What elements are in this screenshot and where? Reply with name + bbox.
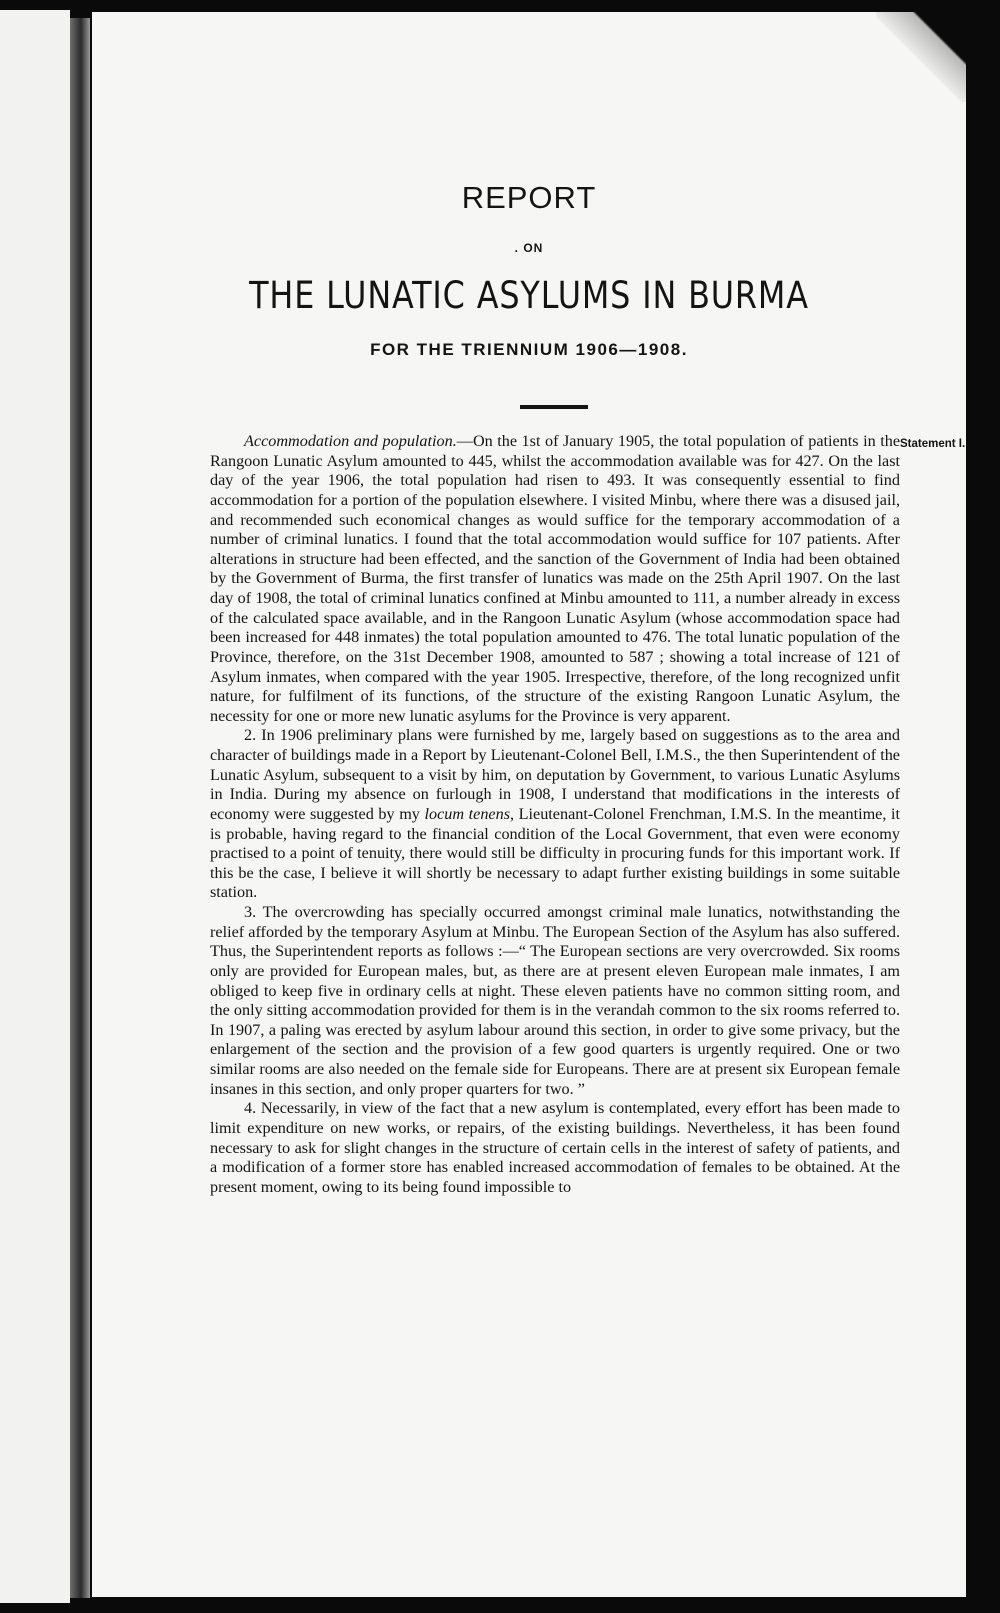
paragraph-3: 3. The overcrowding has specially occurred amongst criminal male lunatics, notwithstanding the relief afforded by the temporary Asylum at Minbu. The European Section of the Asylum has also suffered. Thus, the Superintendent reports as follows :—“ The European sections are very overcrowded. Six rooms only are provided for European males, but, as there are at present eleven European male inmates, I am obliged to keep five in ordinary cells at night. These eleven patients have no common sitting room, and the only sitting accommodation provided for them is in the verandah common to the six rooms referred to. In 1907, a paling was erected by asylum labour around this section, in order to give some privacy, but the enlargement of the section and the provision of a few good quarters is urgently required. One or two similar rooms are also needed on the female side for Europeans. There are at present six European female insanes in this section, and only proper quarters for two. ”	[210, 903, 900, 1098]
paragraph-2-text-b: , Lieutenant-Colonel Frenchman, I.M.S. In the meantime, it is probable, having regard to the financial condition of the Local Government, that even were economy practised to a point of tenuity, there would still be difficulty in procuring funds for this important work. If this be the case, I believe it will shortly be necessary to adapt further existing buildings in some suitable station.	[210, 804, 900, 902]
paragraph-2	[210, 726, 900, 903]
document-subtitle: FOR THE TRIENNIUM 1906—1908.	[370, 340, 688, 359]
paragraph-2-italic: locum tenens	[424, 804, 510, 823]
facing-page	[0, 10, 70, 1603]
book-gutter	[70, 18, 90, 1598]
on-heading: . ON	[514, 241, 544, 255]
paragraph-2-text-a: 2. In 1906 preliminary plans were furnished by me, largely based on suggestions as to the area and character of buildings made in a Report by Lieutenant-Colonel Bell, I.M.S., the then Superintendent of the Lunatic Asylum, subsequent to a visit by him, on deputation by Government, to various Lunatic Asylums in India. During my absence on furlough in 1908, I understand that modifications in the interests of economy were suggested by my	[210, 726, 900, 823]
paragraph-4: 4. Necessarily, in view of the fact that a new asylum is contemplated, every effort has been made to limit expenditure on new works, or repairs, of the existing buildings. Nevertheless, it has been found necessary to ask for slight changes in the structure of certain cells in the interest of safety of patients, and a modification of a former store has enabled increased accommodation of females to be obtained. At the present moment, owing to its being found impossible to	[210, 1099, 900, 1196]
paragraph-lead-in: Accommodation and population.	[244, 432, 457, 450]
margin-note: Statement I.	[900, 438, 966, 450]
title-rule	[520, 405, 588, 409]
folded-corner	[876, 12, 966, 102]
body-text	[210, 432, 900, 1197]
document-title: THE LUNATIC ASYLUMS IN BURMA	[249, 274, 809, 317]
report-heading: REPORT	[461, 180, 597, 215]
document-page	[92, 12, 966, 1597]
paragraph-1-text: —On the 1st of January 1905, the total population of patients in the Rangoon Lunatic Asylum amounted to 445, whilst the accommodation available was for 427. On the last day of the year 1906, the total population had risen to 493. It was consequently essential to find accommodation for a portion of the population elsewhere. I visited Minbu, where there was a disused jail, and recommended such economical changes as would suffice for the temporary accommodation of a number of criminal lunatics. I found that the total accommodation would suffice for 107 patients. After alterations in structure had been effected, and the sanction of the Government of India had been obtained by the Government of Burma, the first transfer of lunatics was made on the 25th April 1907. On the last day of 1908, the total of criminal lunatics confined at Minbu amounted to 111, a number already in excess of the calculated space available, and in the Rangoon Lunatic Asylum (whose accommodation space had been increased for 448 inmates) the total population amounted to 476. The total lunatic population of the Province, therefore, on the 31st December 1908, amounted to 587 ; showing a total increase of 121 of Asylum inmates, when compared with the year 1905. Irrespective, therefore, of the long recognized unfit nature, for fulfilment of its functions, of the structure of the existing Rangoon Lunatic Asylum, the necessity for one or more new lunatic asylums for the Province is very apparent.	[210, 432, 901, 725]
paragraph-1	[210, 432, 900, 726]
